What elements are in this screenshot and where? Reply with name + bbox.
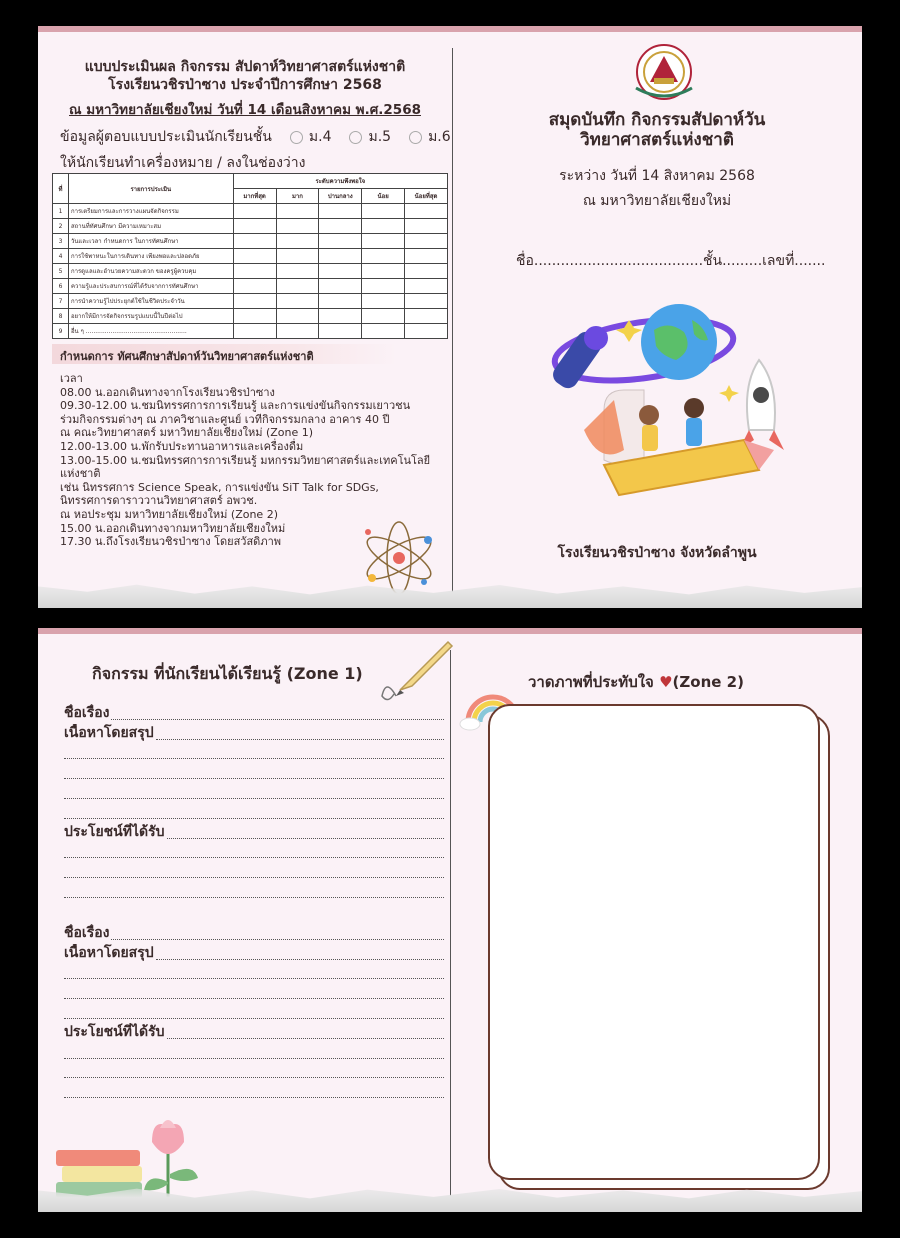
science-kids-illustration [544,290,794,520]
learning-notes [64,704,444,1102]
row-item: วันและเวลา กำหนดการ ในการทัศนศึกษา [68,234,233,249]
school-emblem-icon [630,42,698,102]
rating-cell[interactable] [319,294,362,309]
rating-cell[interactable] [405,264,448,279]
col-item-header: รายการประเมิน [68,174,233,204]
grade-label-m6: ม.6 [428,129,451,145]
rating-cell[interactable] [362,279,405,294]
rating-cell[interactable] [276,249,319,264]
rating-cell[interactable] [233,279,276,294]
rating-cell[interactable] [405,219,448,234]
notebook-title-line2: วิทยาศาสตร์แห่งชาติ [580,130,734,150]
school-name: โรงเรียนวชิรป่าซาง จังหวัดลำพูน [557,545,757,561]
rating-cell[interactable] [319,219,362,234]
rating-cell[interactable] [233,249,276,264]
grade-radio-m6[interactable] [409,131,422,144]
writing-line[interactable] [64,983,444,1003]
writing-line[interactable] [64,763,444,783]
rating-cell[interactable] [405,324,448,339]
col-level-header: ระดับความพึงพอใจ [233,174,447,189]
drawing-title-text: วาดภาพที่ประทับใจ [528,673,654,691]
booklet-page-inner [38,628,862,1212]
activity-title: กิจกรรม ที่นักเรียนได้เรียนรู้ (Zone 1) [92,664,363,683]
evaluation-row [53,249,448,264]
schedule-line: 15.00 น.ออกเดินทางจากมหาวิทยาลัยเชียงใหม่ [60,521,286,535]
torn-paper-edge [38,572,862,608]
row-number: 8 [53,309,69,324]
schedule-line: นิทรรศการดาราววานวิทยาศาสตร์ อพวช. [60,494,258,508]
rating-cell[interactable] [319,309,362,324]
topic-line[interactable] [64,924,444,944]
row-item: การใช้พาหนะในการเดินทาง เพียงพอและปลอดภัย [68,249,233,264]
rating-cell[interactable] [405,234,448,249]
rating-cell[interactable] [362,249,405,264]
rating-cell[interactable] [362,294,405,309]
drawing-area[interactable] [488,704,820,1180]
drawing-title [528,670,744,694]
row-item: การเตรียมการและการวางแผนจัดกิจกรรม [68,204,233,219]
row-number: 1 [53,204,69,219]
rating-cell[interactable] [362,264,405,279]
schedule-line: เช่น นิทรรศการ Science Speak, การแข่งขัน SiT Talk for SDGs, [60,480,379,494]
respondent-grade-row [60,126,451,148]
row-number: 3 [53,234,69,249]
level-header: มาก [276,189,319,204]
rating-cell[interactable] [276,324,319,339]
rating-cell[interactable] [362,219,405,234]
evaluation-title-line1: แบบประเมินผล กิจกรรม สัปดาห์วิทยาศาสตร์แห่งชาติ [84,59,406,75]
row-number: 5 [53,264,69,279]
schedule-line: ร่วมกิจกรรมต่างๆ ณ ภาควิชาและศูนย์ เวทีกิจกรรมกลาง อาคาร 40 ปี [60,412,390,426]
schedule-line: 12.00-13.00 น.พักรับประทานอาหารและเครื่องดื่ม [60,439,304,453]
schedule-line: 17.30 น.ถึงโรงเรียนวชิรป่าซาง โดยสวัสดิภาพ [60,535,281,549]
respondent-label: ข้อมูลผู้ตอบแบบประเมินนักเรียนชั้น [60,129,272,145]
writing-line[interactable] [64,882,444,902]
grade-label-m4: ม.4 [308,129,332,145]
rating-cell[interactable] [276,204,319,219]
rating-cell[interactable] [276,264,319,279]
rating-cell[interactable] [362,234,405,249]
level-header: มากที่สุด [233,189,276,204]
rating-cell[interactable] [276,294,319,309]
rating-cell[interactable] [362,309,405,324]
schedule-line: เวลา [60,372,83,385]
level-header: ปานกลาง [319,189,362,204]
grade-radio-m5[interactable] [349,131,362,144]
row-number: 9 [53,324,69,339]
level-header: น้อย [362,189,405,204]
benefit-line[interactable] [64,823,444,843]
evaluation-row [53,324,448,339]
rating-cell[interactable] [405,294,448,309]
pencil-icon [378,638,454,704]
rating-cell[interactable] [233,219,276,234]
rating-cell[interactable] [276,219,319,234]
evaluation-title-line2: โรงเรียนวชิรป่าซาง ประจำปีการศึกษา 2568 [108,77,382,93]
notebook-place: ณ มหาวิทยาลัยเชียงใหม่ [582,193,732,209]
fold-line [450,650,451,1196]
rating-cell[interactable] [362,324,405,339]
drawing-zone: (Zone 2) [672,673,744,691]
row-item: สถานที่ทัศนศึกษา มีความเหมาะสม [68,219,233,234]
rating-cell[interactable] [233,234,276,249]
evaluation-table [52,173,448,339]
rating-cell[interactable] [319,279,362,294]
level-header: น้อยที่สุด [405,189,448,204]
rating-cell[interactable] [233,309,276,324]
benefit-line[interactable] [64,1023,444,1043]
rating-cell[interactable] [405,309,448,324]
row-item: การดูแลและอำนวยความสะดวก ของครูผู้ควบคุม [68,264,233,279]
writing-line[interactable] [64,1082,444,1102]
writing-line[interactable] [64,1063,444,1083]
evaluation-row [53,219,448,234]
rating-cell[interactable] [319,204,362,219]
heart-icon: ♥ [659,673,673,691]
evaluation-row [53,309,448,324]
rating-cell[interactable] [405,249,448,264]
summary-line[interactable] [64,944,444,964]
rating-cell[interactable] [276,309,319,324]
summary-label: เนื้อหาโดยสรุป [64,724,154,741]
grade-radio-m4[interactable] [290,131,303,144]
evaluation-row [53,294,448,309]
rating-cell[interactable] [233,204,276,219]
writing-line[interactable] [64,803,444,823]
evaluation-row [53,204,448,219]
rating-cell[interactable] [233,294,276,309]
evaluation-row [53,264,448,279]
row-item: ความรู้และประสบการณ์ที่ได้รับจากการทัศนศึกษา [68,279,233,294]
topic-line[interactable] [64,704,444,724]
rating-cell[interactable] [319,234,362,249]
summary-line[interactable] [64,724,444,744]
rating-cell[interactable] [405,204,448,219]
row-item: อยากให้มีการจัดกิจกรรมรูปแบบนี้ในปีต่อไป [68,309,233,324]
schedule-line: 09.30-12.00 น.ชมนิทรรศการการเรียนรู้ และการแข่งขันกิจกรรมเยาวชน [60,399,411,413]
notebook-date: ระหว่าง วันที่ 14 สิงหาคม 2568 [559,168,755,184]
schedule-line: 08.00 น.ออกเดินทางจากโรงเรียนวชิรป่าซาง [60,385,275,399]
notebook-title-line1: สมุดบันทึก กิจกรรมสัปดาห์วัน [548,110,766,130]
rating-cell[interactable] [362,204,405,219]
evaluation-title-line3: ณ มหาวิทยาลัยเชียงใหม่ วันที่ 14 เดือนสิงหาคม พ.ศ.2568 [69,102,421,118]
rating-cell[interactable] [276,279,319,294]
atom-icon [358,520,440,596]
benefit-label: ประโยชน์ที่ได้รับ [64,1023,165,1040]
summary-label: เนื้อหาโดยสรุป [64,944,154,961]
rating-cell[interactable] [405,279,448,294]
rating-cell[interactable] [276,234,319,249]
schedule-line: ณ คณะวิทยาศาสตร์ มหาวิทยาลัยเชียงใหม่ (Zone 1) [60,426,314,440]
grade-label-m5: ม.5 [368,129,392,145]
row-number: 7 [53,294,69,309]
col-no-header: ที่ [53,174,69,204]
writing-line[interactable] [64,783,444,803]
topic-label: ชื่อเรื่อง [64,704,110,721]
rating-cell[interactable] [319,264,362,279]
instruction-text: ให้นักเรียนทำเครื่องหมาย / ลงในช่องว่าง [60,155,306,171]
row-number: 4 [53,249,69,264]
student-name-line[interactable]: ชื่อ......................................ชั้น.........เลขที่....... [516,253,826,269]
row-item: อื่น ๆ ..................................................... [68,324,233,339]
writing-line[interactable] [64,964,444,984]
rating-cell[interactable] [319,324,362,339]
writing-line[interactable] [64,1003,444,1023]
row-item: การนำความรู้ไปประยุกต์ใช้ในชีวิตประจำวัน [68,294,233,309]
rating-cell[interactable] [233,264,276,279]
writing-line[interactable] [64,843,444,863]
rating-cell[interactable] [233,324,276,339]
row-number: 2 [53,219,69,234]
booklet-page-outer [38,26,862,608]
schedule-line: 13.00-15.00 น.ชมนิทรรศการการเรียนรู้ มหกรรมวิทยาศาสตร์และเทคโนโลยีแห่งชาติ [60,453,431,481]
writing-line[interactable] [64,1043,444,1063]
benefit-label: ประโยชน์ที่ได้รับ [64,823,165,840]
evaluation-row [53,234,448,249]
rating-cell[interactable] [319,249,362,264]
writing-line[interactable] [64,744,444,764]
schedule-heading: กำหนดการ ทัศนศึกษาสัปดาห์วันวิทยาศาสตร์แห่งชาติ [52,344,397,364]
schedule-line: ณ หอประชุม มหาวิทยาลัยเชียงใหม่ (Zone 2) [60,507,278,521]
evaluation-row [53,279,448,294]
row-number: 6 [53,279,69,294]
topic-label: ชื่อเรื่อง [64,924,110,941]
writing-line[interactable] [64,862,444,882]
